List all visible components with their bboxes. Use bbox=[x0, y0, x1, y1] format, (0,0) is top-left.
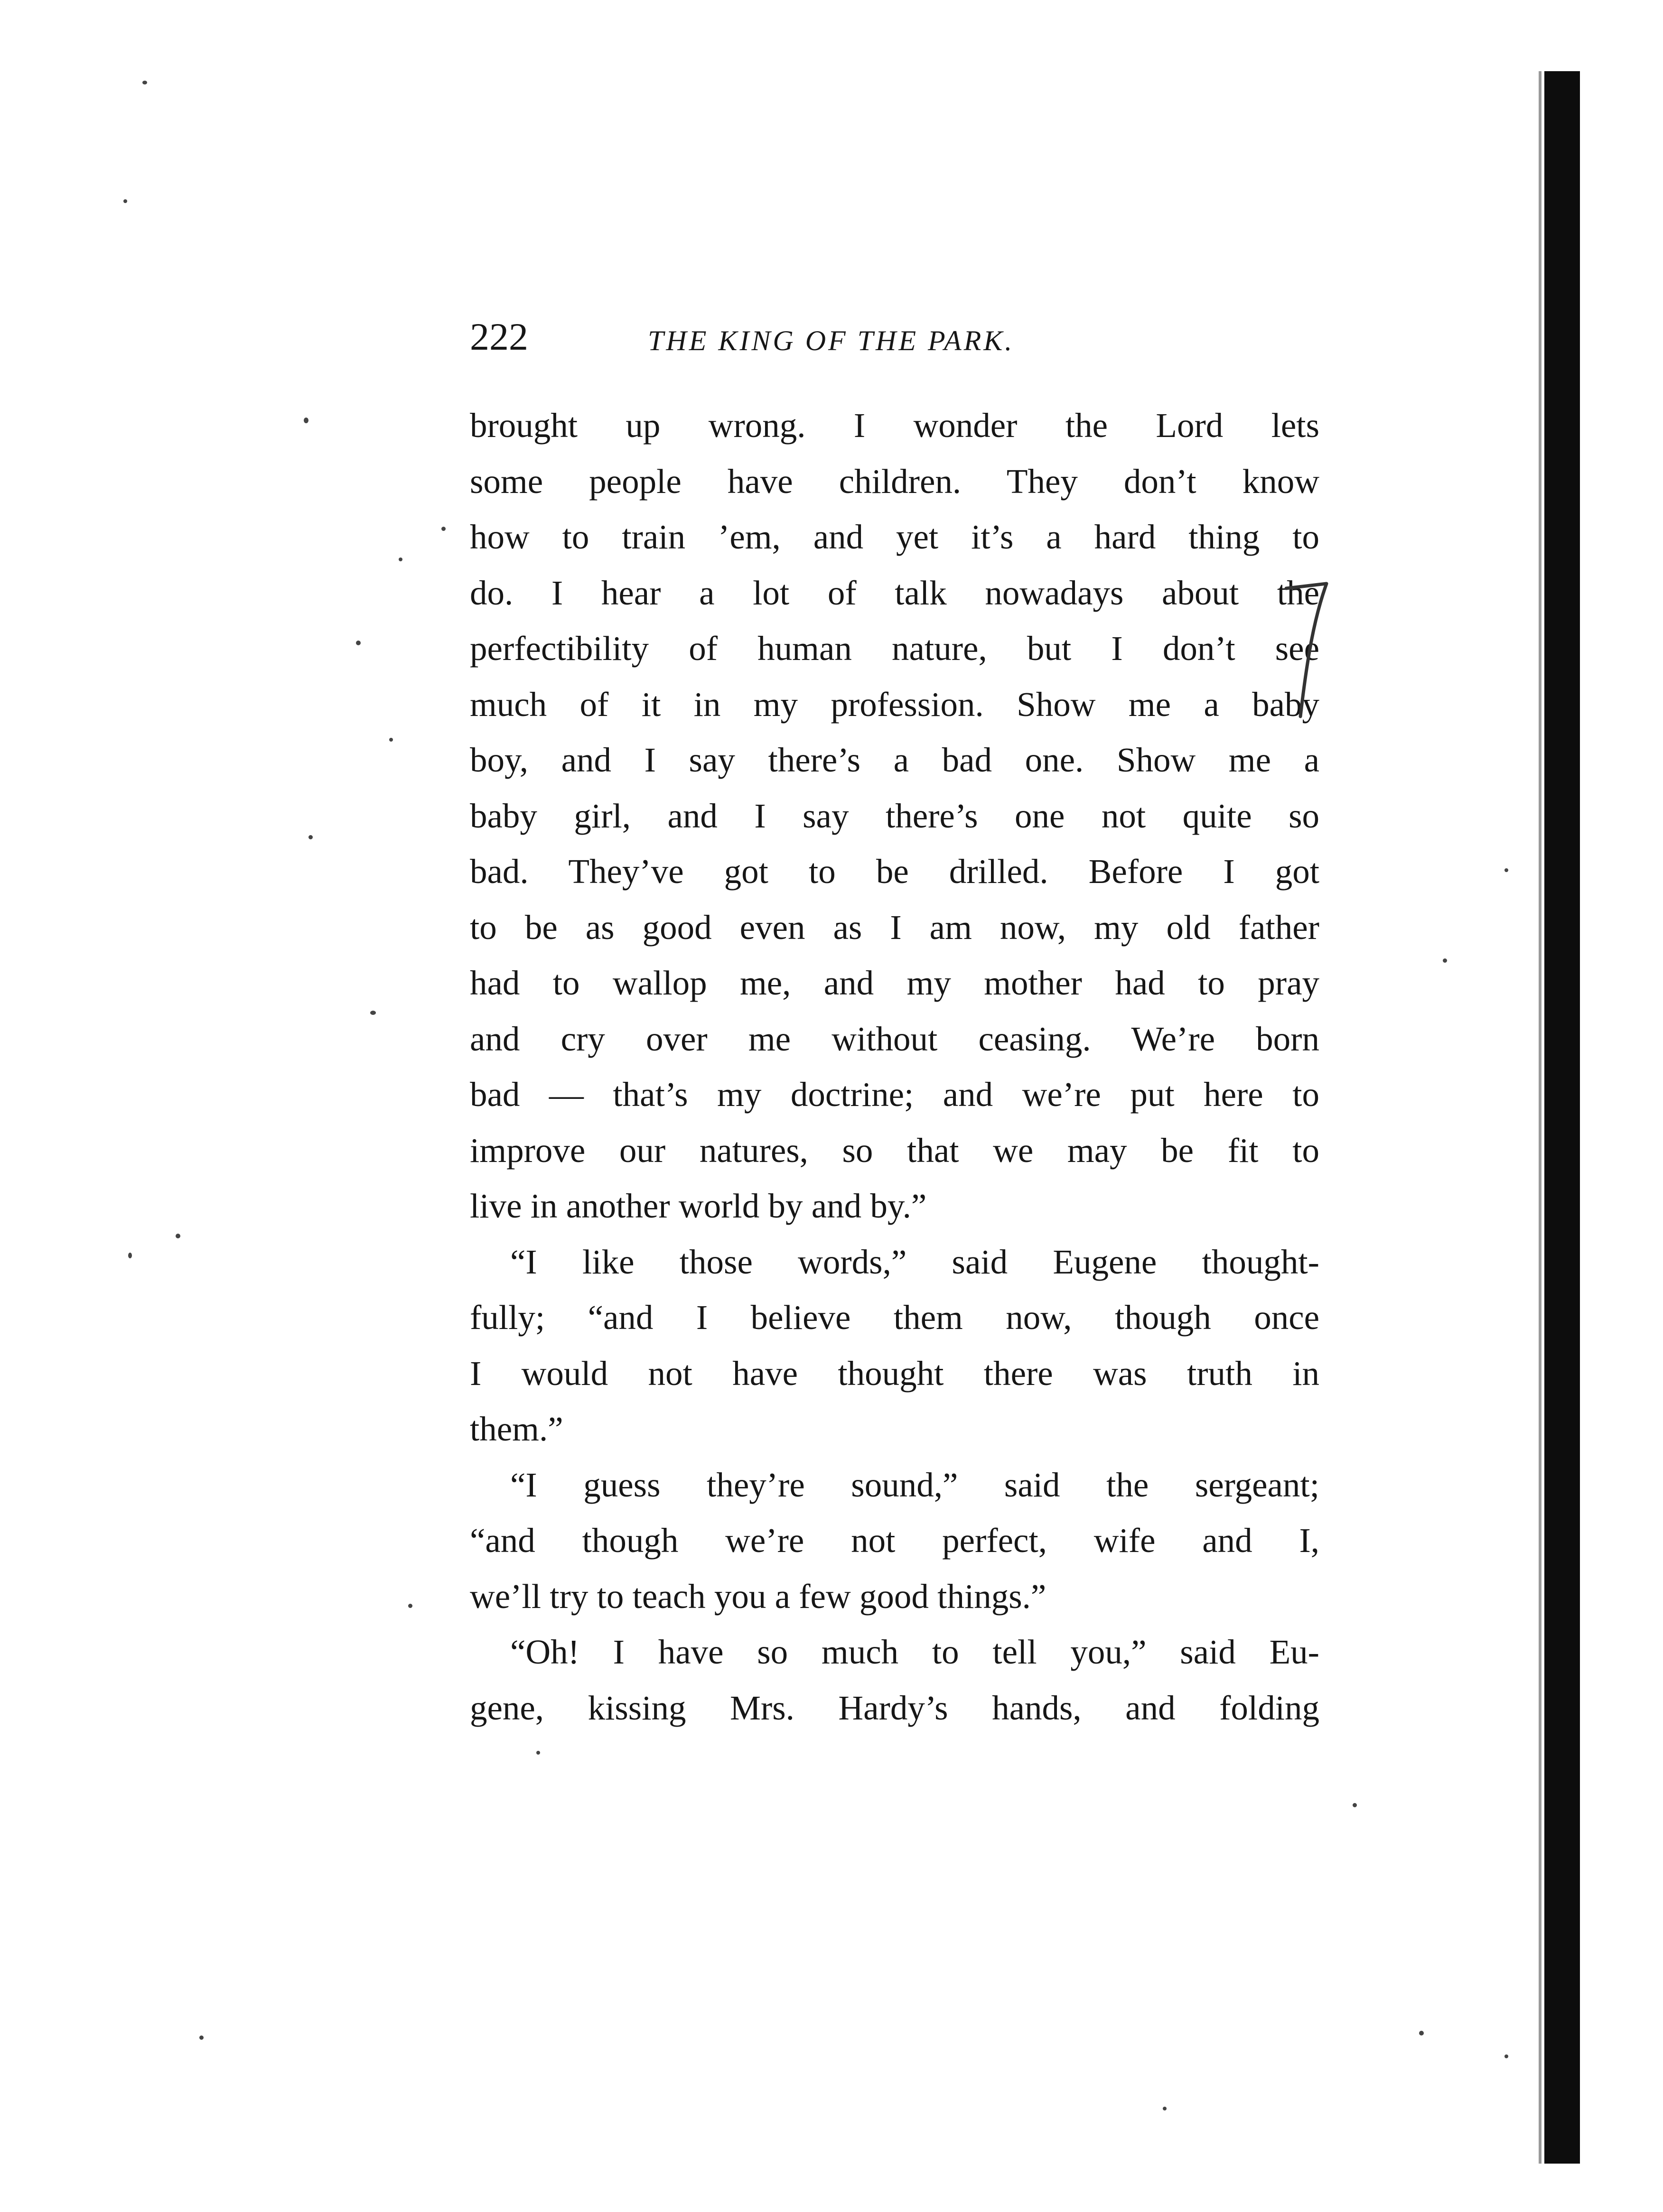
page-header bbox=[470, 311, 1182, 363]
text-line: we’ll try to teach you a few good things.” bbox=[470, 1577, 1046, 1616]
text-line: I would not have thought there was truth in bbox=[470, 1354, 1319, 1393]
scan-speck bbox=[536, 1751, 540, 1755]
text-line: had to wallop me, and my mother had to pray bbox=[470, 964, 1319, 1002]
scan-speck bbox=[1163, 2107, 1167, 2110]
scan-speck bbox=[128, 1253, 132, 1258]
scan-speck bbox=[1353, 1803, 1357, 1807]
text-line: “I like those words,” said Eugene thought- bbox=[510, 1242, 1319, 1281]
text-line: fully; “and I believe them now, though once bbox=[470, 1298, 1319, 1337]
scan-speck bbox=[1443, 958, 1447, 963]
text-line: “Oh! I have so much to tell you,” said Eu- bbox=[510, 1633, 1319, 1671]
scan-speck bbox=[176, 1234, 180, 1238]
scan-speck bbox=[399, 558, 402, 561]
scan-speck bbox=[389, 738, 393, 742]
text-line: them.” bbox=[470, 1410, 563, 1448]
scan-speck bbox=[408, 1604, 412, 1608]
text-line: bad — that’s my doctrine; and we’re put here to bbox=[470, 1075, 1319, 1114]
scan-speck bbox=[356, 641, 361, 645]
scan-speck bbox=[370, 1011, 376, 1015]
text-line: and cry over me without ceasing. We’re born bbox=[470, 1019, 1319, 1058]
text-line: baby girl, and I say there’s one not quite so bbox=[470, 796, 1319, 835]
scan-speck bbox=[1504, 2054, 1508, 2058]
text-line: live in another world by and by.” bbox=[470, 1187, 927, 1225]
text-line: to be as good even as I am now, my old father bbox=[470, 908, 1319, 947]
text-line: gene, kissing Mrs. Hardy’s hands, and folding bbox=[470, 1688, 1319, 1727]
text-line: perfectibility of human nature, but I don’t see bbox=[470, 629, 1319, 668]
text-line: how to train ’em, and yet it’s a hard thing to bbox=[470, 518, 1319, 556]
text-line: improve our natures, so that we may be fit to bbox=[470, 1131, 1319, 1170]
scan-speck bbox=[1419, 2031, 1424, 2035]
scan-speck bbox=[1504, 868, 1508, 872]
scan-speck bbox=[304, 418, 308, 423]
scan-edge-bar bbox=[1544, 71, 1580, 2164]
scan-speck bbox=[441, 527, 446, 531]
running-title: THE KING OF THE PARK. bbox=[648, 325, 1015, 356]
text-line: some people have children. They don’t know bbox=[470, 462, 1319, 501]
text-line: “I guess they’re sound,” said the sergeant; bbox=[510, 1465, 1319, 1504]
text-line: brought up wrong. I wonder the Lord lets bbox=[470, 406, 1319, 445]
text-line: “and though we’re not perfect, wife and I, bbox=[470, 1521, 1319, 1560]
pencil-mark-icon bbox=[1281, 574, 1334, 726]
text-line: much of it in my profession. Show me a baby bbox=[470, 685, 1319, 724]
body-text bbox=[470, 398, 1319, 1736]
scan-speck bbox=[123, 199, 127, 203]
text-line: do. I hear a lot of talk nowadays about the bbox=[470, 573, 1319, 612]
scan-speck bbox=[142, 81, 147, 84]
scan-speck bbox=[308, 835, 313, 839]
text-line: boy, and I say there’s a bad one. Show me a bbox=[470, 741, 1319, 779]
text-line: bad. They’ve got to be drilled. Before I got bbox=[470, 852, 1319, 891]
page-number: 222 bbox=[470, 315, 528, 358]
scan-speck bbox=[199, 2035, 204, 2040]
